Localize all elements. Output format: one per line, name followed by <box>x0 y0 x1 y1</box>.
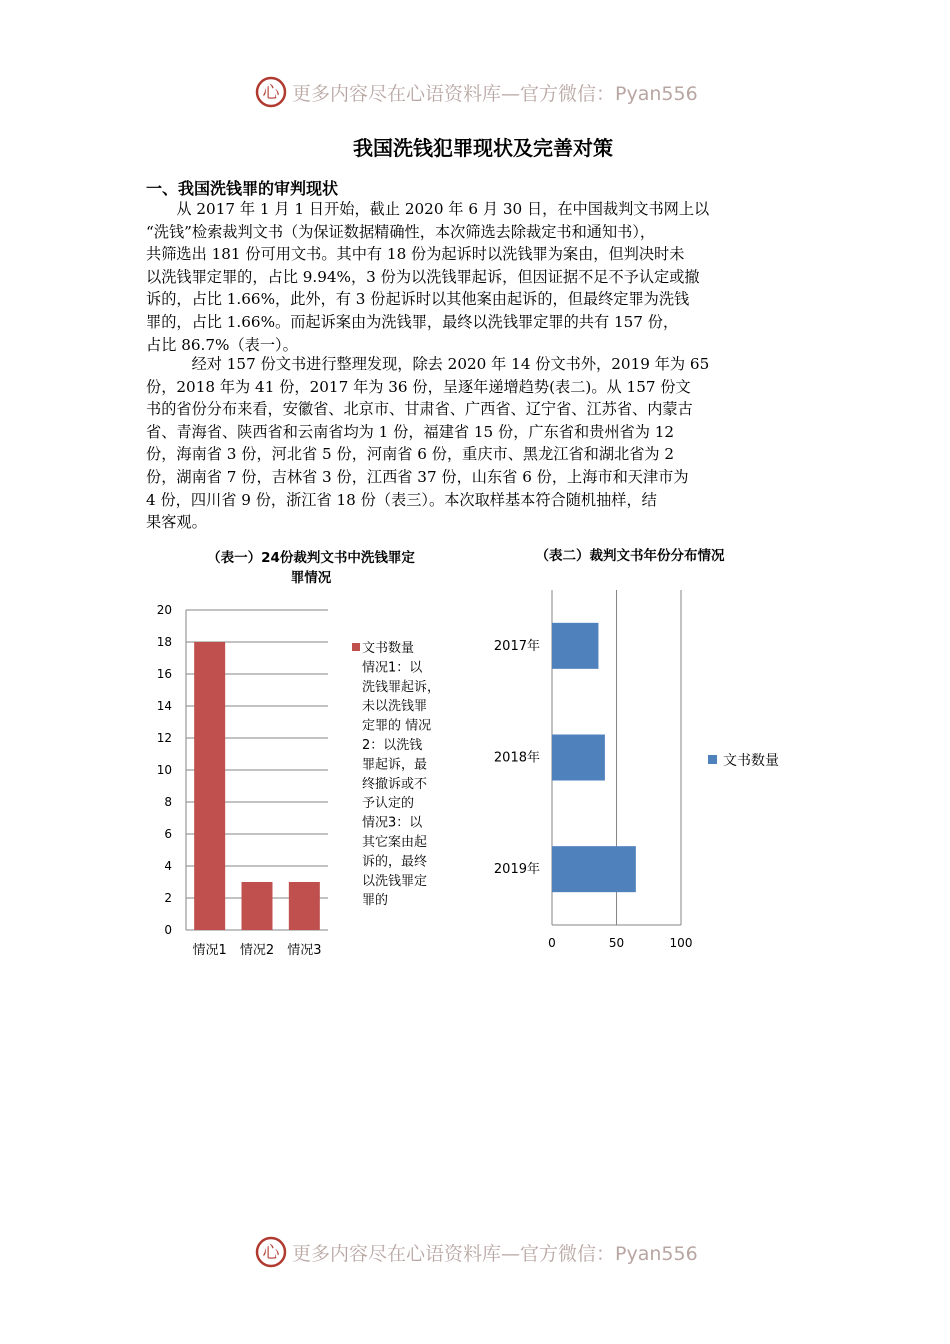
x-tick-label: 100 <box>669 936 693 950</box>
legend-text: 文书数量 <box>362 641 415 656</box>
y-tick-label: 18 <box>156 635 172 649</box>
y-tick-label: 8 <box>164 795 172 809</box>
paragraph-line: 省、青海省、陕西省和云南省均为 1 份，福建省 15 份，广东省和贵州省为 12 <box>146 422 675 441</box>
chart1-title <box>176 548 446 588</box>
chart1-title-line: （表一）24份裁判文书中洗钱罪定 <box>207 550 415 566</box>
legend-text: 情况3：以 <box>362 815 423 831</box>
legend-text: 以洗钱罪定 <box>362 873 428 889</box>
y-tick-label: 4 <box>164 859 172 873</box>
paragraph-line: 份，海南省 3 份，河北省 5 份，河南省 6 份，重庆市、黑龙江省和湖北省为 2 <box>146 445 675 464</box>
watermark-header <box>254 74 698 110</box>
legend-text: 终撤诉或不 <box>362 776 428 792</box>
bar <box>552 735 605 781</box>
paragraph-line: 从 2017 年 1 月 1 日开始，截止 2020 年 6 月 30 日，在中国裁判文书网上以 <box>146 200 710 218</box>
y-tick-label: 16 <box>156 667 172 681</box>
x-tick-label: 50 <box>608 936 625 950</box>
legend-swatch <box>708 755 717 764</box>
bar <box>552 846 636 892</box>
y-tick-label: 2017年 <box>493 638 540 654</box>
paragraph-line: 以洗钱罪定罪的，占比 9.94%，3 份为以洗钱罪起诉，但因证据不足不予认定或撤 <box>146 267 700 286</box>
logo-glyph: 心 <box>262 1243 280 1263</box>
legend-swatch <box>352 643 360 651</box>
chart1-bar-chart <box>140 595 470 965</box>
paragraph-1 <box>146 198 709 356</box>
document-title: 我国洗钱犯罪现状及完善对策 <box>353 136 613 160</box>
paragraph-line: 诉的，占比 1.66%，此外，有 3 份起诉时以其他案由起诉的，但最终定罪为洗钱 <box>146 290 690 309</box>
paragraph-line: 经对 157 份文书进行整理发现，除去 2020 年 14 份文书外，2019 年为 65 <box>146 355 710 373</box>
legend-text: 其它案由起 <box>362 835 428 850</box>
bar <box>289 882 320 930</box>
bar <box>242 882 273 930</box>
paragraph-line: 罪的，占比 1.66%。而起诉案由为洗钱罪，最终以洗钱罪定罪的共有 157 份， <box>146 312 679 331</box>
x-tick-label: 情况1 <box>192 943 227 958</box>
legend-text: 未以洗钱罪 <box>362 699 428 715</box>
legend-text: 诉的，最终 <box>362 854 428 870</box>
logo-glyph: 心 <box>262 83 280 103</box>
watermark-footer <box>254 1234 698 1270</box>
watermark-id: Pyan556 <box>615 1242 698 1265</box>
x-tick-label: 0 <box>548 936 556 950</box>
bar <box>194 642 225 930</box>
y-tick-label: 10 <box>156 763 172 777</box>
legend-text: 予认定的 <box>362 796 415 812</box>
paragraph-line: 占比 86.7%（表一）。 <box>146 335 298 354</box>
paragraph-line: 果客观。 <box>146 513 207 532</box>
watermark-text: 更多内容尽在心语资料库—官方微信：Pyan556 <box>292 1242 698 1265</box>
legend-text: 罪的 <box>362 893 389 909</box>
bar <box>552 623 598 669</box>
paragraph-line: “洗钱”检索裁判文书（为保证数据精确性，本次筛选去除裁定书和通知书）， <box>146 222 656 241</box>
y-tick-label: 2019年 <box>493 862 540 878</box>
y-tick-label: 0 <box>164 923 172 937</box>
legend-text: 罪起诉，最 <box>362 757 428 773</box>
paragraph-line: 共筛选出 181 份可用文书。其中有 18 份为起诉时以洗钱罪为案由，但判决时未 <box>146 245 685 264</box>
paragraph-line: 书的省份分布来看，安徽省、北京市、甘肃省、广西省、辽宁省、江苏省、内蒙古 <box>146 400 693 419</box>
heart-logo-icon <box>254 75 288 109</box>
y-tick-label: 14 <box>156 699 172 713</box>
x-tick-label: 情况2 <box>239 943 275 958</box>
y-tick-label: 2018年 <box>493 750 540 766</box>
y-tick-label: 20 <box>156 603 172 617</box>
paragraph-line: 份，2018 年为 41 份，2017 年为 36 份，呈逐年递增趋势(表二)。从 157 份文 <box>146 377 691 396</box>
paragraph-line: 份，湖南省 7 份，吉林省 3 份，江西省 37 份，山东省 6 份，上海市和天津市为 <box>146 467 689 486</box>
y-tick-label: 2 <box>164 891 172 905</box>
chart2-bar-chart <box>480 590 810 960</box>
section-heading: 一、我国洗钱罪的审判现状 <box>146 179 339 198</box>
legend-text: 文书数量 <box>723 753 779 769</box>
paragraph-line: 4 份，四川省 9 份，浙江省 18 份（表三）。本次取样基本符合随机抽样，结 <box>146 490 657 509</box>
watermark-text: 更多内容尽在心语资料库—官方微信：Pyan556 <box>292 82 698 105</box>
heart-logo-icon <box>254 1235 288 1269</box>
x-tick-label: 情况3 <box>287 943 322 958</box>
chart1-title-line: 罪情况 <box>290 570 332 586</box>
y-tick-label: 12 <box>156 731 172 745</box>
legend-text: 情况1：以 <box>362 660 423 676</box>
watermark-id: Pyan556 <box>615 82 698 105</box>
legend-text: 2：以洗钱 <box>362 738 423 753</box>
y-tick-label: 6 <box>164 827 172 841</box>
legend-text: 定罪的 情况 <box>362 718 432 734</box>
chart2-title: （表二）裁判文书年份分布情况 <box>535 548 725 564</box>
legend-text: 洗钱罪起诉， <box>362 679 441 695</box>
paragraph-2 <box>146 353 709 534</box>
